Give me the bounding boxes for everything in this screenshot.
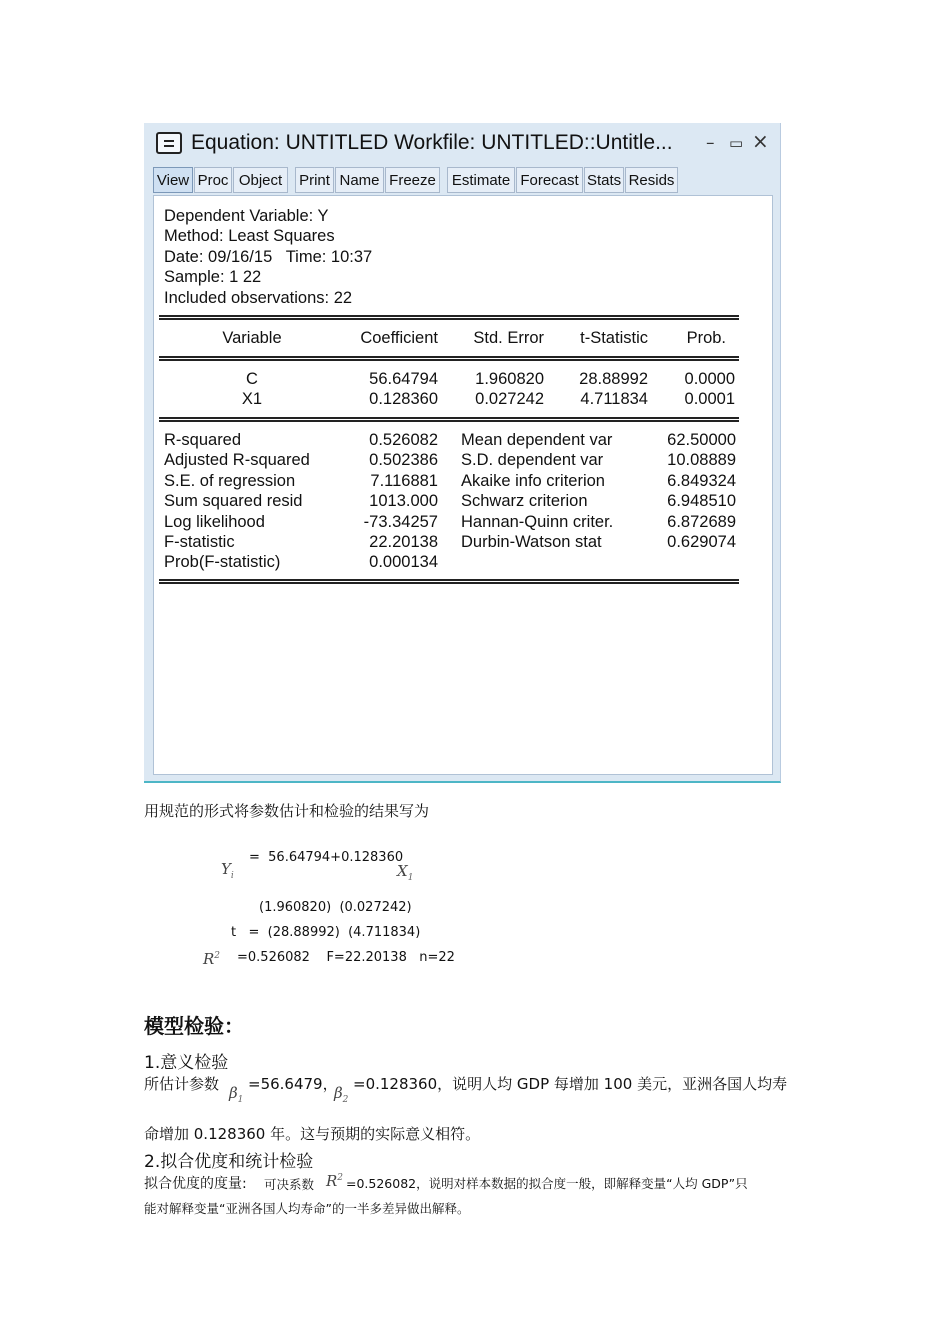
subsection-1-heading: 1.意义检验 — [144, 1053, 229, 1073]
t-stats-line: t = (28.88992) (4.711834) — [231, 925, 421, 940]
stat-label: R-squared — [164, 431, 242, 449]
section-heading: 模型检验： — [144, 1014, 244, 1038]
row-c-t: 28.88992 — [579, 370, 648, 388]
stat-label: Durbin-Watson stat — [461, 533, 602, 551]
paragraph-2-cont: =0.526082，说明对样本数据的拟合度一般，即解释变量“人均 GDP”只 — [346, 1176, 748, 1191]
stat-value: 7.116881 — [370, 472, 438, 490]
row-x1-se: 0.027242 — [475, 390, 544, 408]
print-button[interactable]: Print — [295, 167, 334, 193]
eq-x: $X_1$ — [397, 862, 414, 883]
r-squared-symbol: $R^2$ — [203, 950, 221, 968]
system-menu-icon[interactable] — [156, 132, 182, 154]
paragraph-1-cont: =0.128360，说明人均 GDP 每增加 100 美元，亚洲各国人均寿 — [353, 1075, 788, 1093]
fit-stats-line: =0.526082 F=22.20138 n=22 — [237, 950, 455, 965]
window-title: Equation: UNTITLED Workfile: UNTITLED::Untitle... — [191, 131, 673, 154]
stat-value: 62.50000 — [667, 431, 736, 449]
title-bar[interactable] — [144, 123, 781, 165]
row-x1-coef: 0.128360 — [369, 390, 438, 408]
beta2-symbol: $\beta_2$ — [334, 1084, 349, 1105]
regression-equation: = 56.64794+0.128360 — [249, 850, 404, 865]
row-c-coef: 56.64794 — [369, 370, 438, 388]
table-rule — [159, 417, 739, 422]
date-time-line: Date: 09/16/15 Time: 10:37 — [164, 248, 373, 266]
estimate-button[interactable]: Estimate — [447, 167, 515, 193]
paragraph-1-start: 所估计参数 — [144, 1075, 220, 1093]
col-variable: Variable — [222, 329, 282, 347]
stat-label: F-statistic — [164, 533, 235, 551]
stat-value: 6.872689 — [667, 513, 736, 531]
paragraph-1-end: 命增加 0.128360 年。这与预期的实际意义相符。 — [144, 1125, 481, 1143]
beta1-symbol: $\beta_1$ — [229, 1084, 244, 1105]
toolbar — [153, 167, 773, 194]
stat-label: Schwarz criterion — [461, 492, 588, 510]
resids-button[interactable]: Resids — [625, 167, 678, 193]
paragraph-2-end: 能对解释变量“亚洲各国人均寿命”的一半多差异做出解释。 — [144, 1201, 470, 1216]
stat-label: Sum squared resid — [164, 492, 303, 510]
output-pane[interactable] — [153, 195, 773, 775]
table-rule — [159, 356, 739, 361]
observations-line: Included observations: 22 — [164, 289, 353, 307]
stat-value: 6.849324 — [667, 472, 736, 490]
name-button[interactable]: Name — [335, 167, 384, 193]
table-rule — [159, 579, 739, 584]
col-std-error: Std. Error — [473, 329, 544, 347]
subsection-2-heading: 2.拟合优度和统计检验 — [144, 1152, 314, 1172]
stat-value: 10.08889 — [667, 451, 736, 469]
row-x1-t: 4.711834 — [580, 390, 648, 408]
minimize-button[interactable]: – — [706, 133, 715, 153]
stat-value: 0.629074 — [667, 533, 736, 551]
col-coefficient: Coefficient — [360, 329, 438, 347]
intro-text: 用规范的形式将参数估计和检验的结果写为 — [144, 802, 430, 820]
stats-button[interactable]: Stats — [584, 167, 624, 193]
stat-value: 22.20138 — [369, 533, 438, 551]
dependent-variable-line: Dependent Variable: Y — [164, 207, 329, 225]
stat-label: S.D. dependent var — [461, 451, 604, 469]
forecast-button[interactable]: Forecast — [516, 167, 583, 193]
row-c-variable: C — [246, 370, 258, 388]
equation-window — [144, 123, 781, 783]
stat-value: -73.34257 — [363, 513, 438, 531]
proc-button[interactable]: Proc — [194, 167, 232, 193]
row-c-se: 1.960820 — [475, 370, 544, 388]
stat-label: Hannan-Quinn criter. — [461, 513, 614, 531]
stat-value: 0.000134 — [369, 553, 438, 571]
row-x1-variable: X1 — [241, 390, 263, 408]
view-button[interactable]: View — [153, 167, 193, 193]
row-x1-prob: 0.0001 — [684, 390, 735, 408]
col-prob: Prob. — [686, 329, 726, 347]
stat-label: S.E. of regression — [164, 472, 296, 490]
stat-label: Prob(F-statistic) — [164, 553, 281, 571]
paragraph-2-coef: 可决系数 — [264, 1177, 315, 1192]
beta1-value: =56.6479， — [248, 1075, 338, 1093]
object-button[interactable]: Object — [233, 167, 288, 193]
col-t-statistic: t-Statistic — [580, 329, 648, 347]
row-c-prob: 0.0000 — [684, 370, 735, 388]
stat-value: 0.526082 — [369, 431, 438, 449]
stat-value: 1013.000 — [369, 492, 438, 510]
freeze-button[interactable]: Freeze — [385, 167, 440, 193]
stat-label: Mean dependent var — [461, 431, 613, 449]
standard-errors-line: (1.960820) (0.027242) — [259, 900, 412, 915]
table-rule — [159, 315, 739, 320]
stat-value: 0.502386 — [369, 451, 438, 469]
sample-line: Sample: 1 22 — [164, 268, 262, 286]
paragraph-2-label: 拟合优度的度量: — [144, 1176, 247, 1192]
stat-label: Log likelihood — [164, 513, 265, 531]
eq-y: $Y_i$ — [221, 860, 234, 881]
stat-label: Adjusted R-squared — [164, 451, 310, 469]
method-line: Method: Least Squares — [164, 227, 335, 245]
maximize-button[interactable]: ▭ — [729, 134, 744, 152]
stat-value: 6.948510 — [667, 492, 736, 510]
close-button[interactable]: × — [752, 129, 769, 153]
stat-label: Akaike info criterion — [461, 472, 605, 490]
r-squared-symbol-inline: $R^2$ — [326, 1172, 344, 1190]
